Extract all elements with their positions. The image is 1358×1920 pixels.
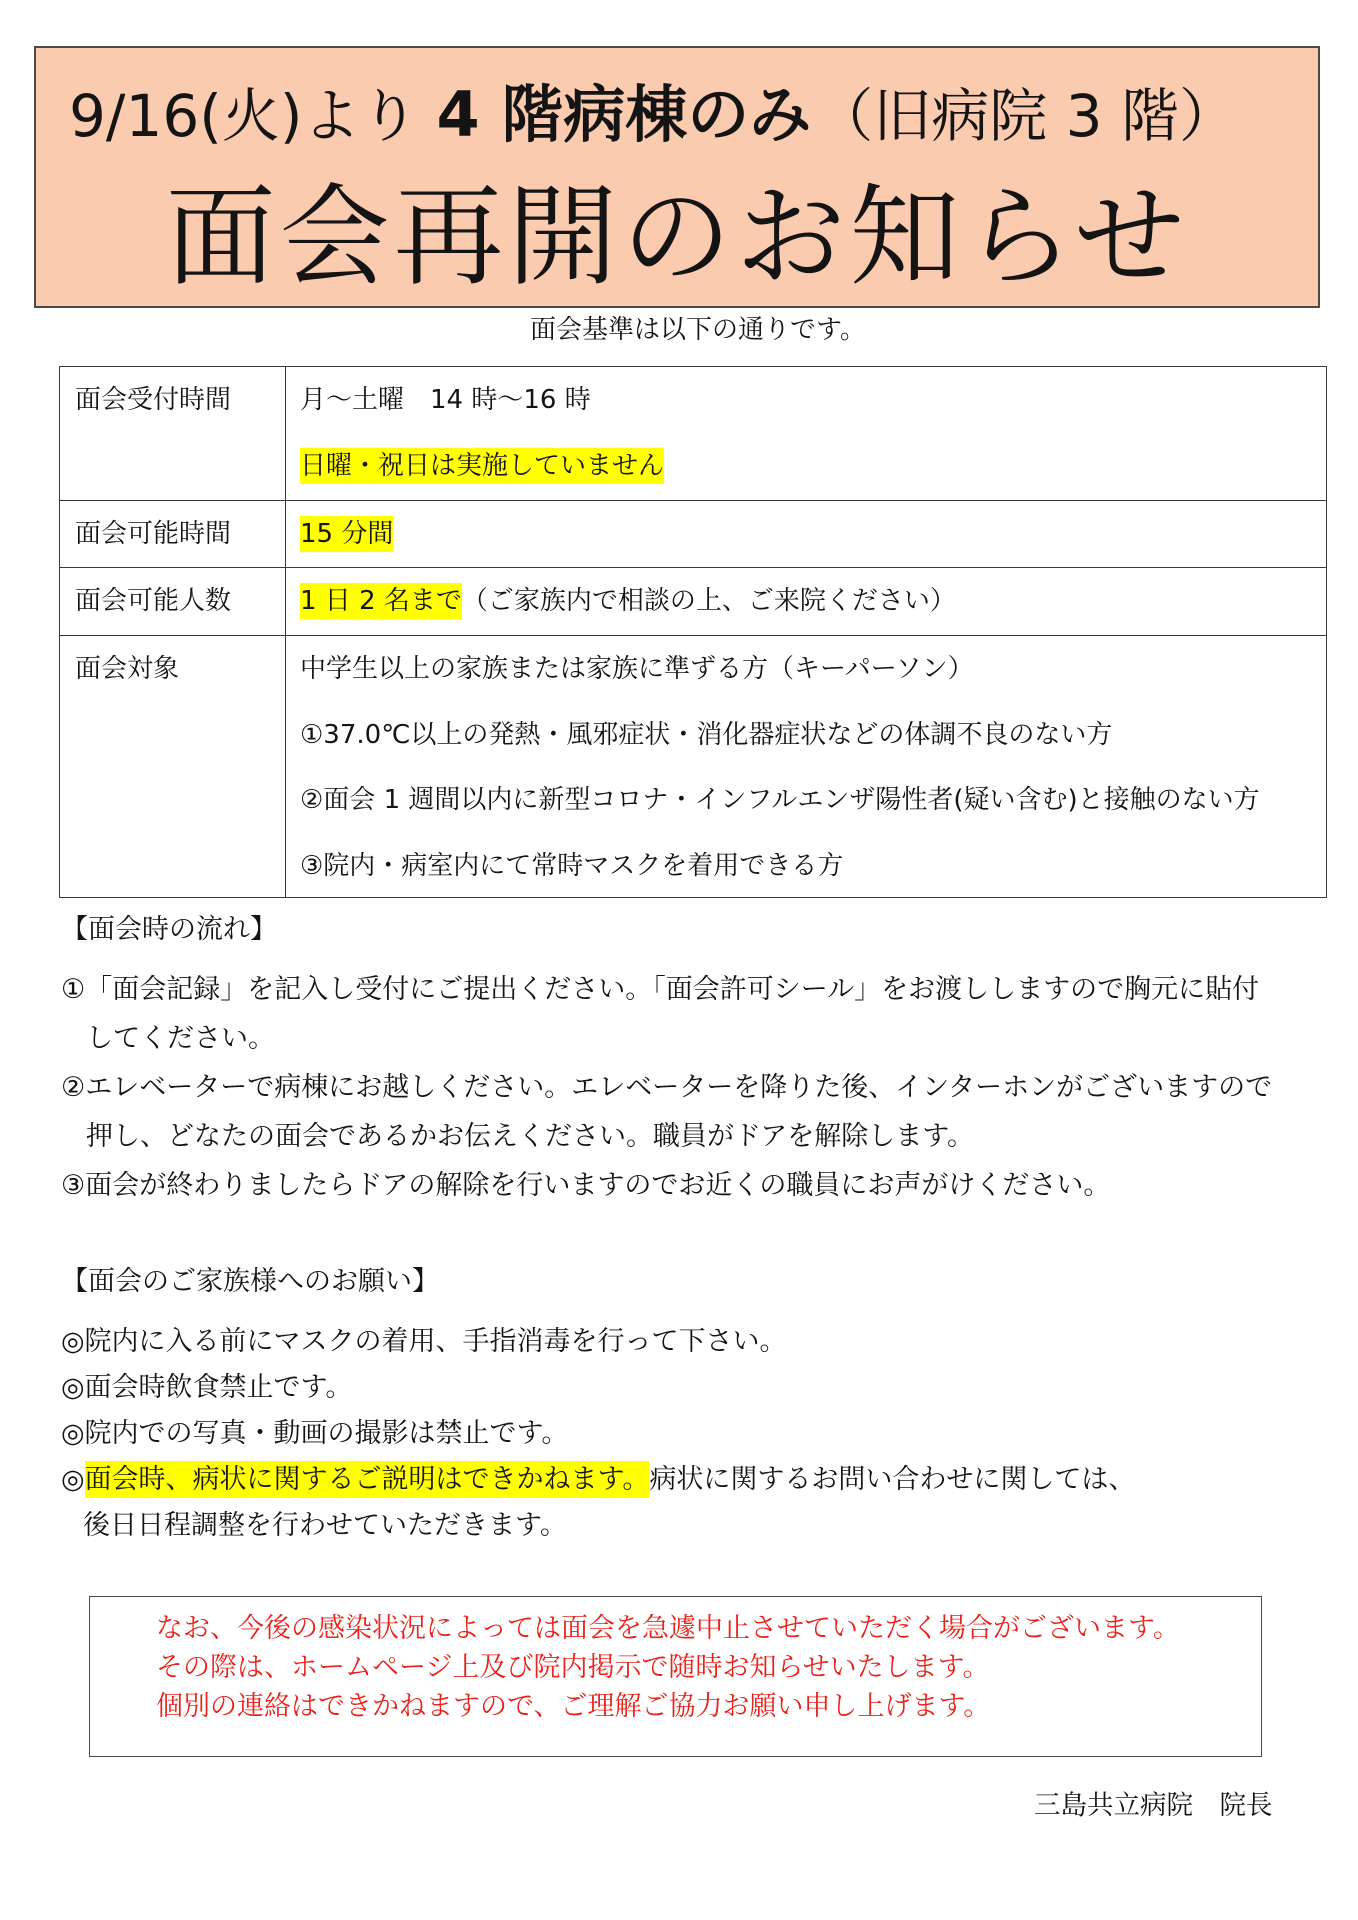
table-row-reception	[60, 367, 1326, 500]
table-value-cell	[286, 636, 1326, 897]
list-item-continuation: 後日日程調整を行わせていただきます。	[83, 1510, 567, 1541]
flow-step-line: ②エレベーターで病棟にお越しください。エレベーターを降りた後、インターホンがございますので	[61, 1072, 1273, 1103]
eligible-condition: ③院内・病室内にて常時マスクを着用できる方	[300, 850, 844, 881]
list-item	[61, 1457, 1135, 1503]
table-label-cell	[60, 367, 286, 500]
notice-box	[89, 1596, 1262, 1757]
visitors-label: 面会可能人数	[75, 586, 232, 616]
reception-label: 面会受付時間	[75, 385, 232, 415]
notice-line: 個別の連絡はできかねますので、ご理解ご協力お願い申し上げます。	[156, 1691, 991, 1722]
reopen-date-line	[69, 79, 1237, 151]
table-value-cell	[286, 501, 1326, 567]
reception-closed-highlight: 日曜・祝日は実施していません	[300, 448, 664, 484]
list-item: ◎院内での写真・動画の撮影は禁止です。	[61, 1418, 569, 1449]
notice-line: その際は、ホームページ上及び院内掲示で随時お知らせいたします。	[156, 1652, 990, 1683]
table-label-cell	[60, 501, 286, 567]
visit-flow-section	[61, 905, 1272, 1210]
list-bullet: ◎	[61, 1464, 85, 1495]
eligible-line: 中学生以上の家族または家族に準ずる方（キーパーソン）	[300, 654, 974, 684]
list-item: ◎面会時飲食禁止です。	[61, 1372, 353, 1403]
eligible-label: 面会対象	[75, 654, 180, 684]
family-requests-section	[61, 1259, 1135, 1549]
visit-criteria-table	[59, 366, 1327, 898]
ward-scope: 4 階病棟のみ	[436, 78, 812, 151]
intro-text: 面会基準は以下の通りです。	[530, 315, 866, 345]
table-row-duration	[60, 500, 1326, 567]
page-title: 面会再開のお知らせ	[165, 173, 1189, 301]
eligible-condition: ①37.0℃以上の発熱・風邪症状・消化器症状などの体調不良のない方	[300, 719, 1113, 750]
requests-heading: 【面会のご家族様へのお願い】	[61, 1266, 439, 1297]
inquiry-text: 病状に関するお問い合わせに関しては、	[649, 1464, 1136, 1495]
table-row-eligible	[60, 635, 1326, 897]
visitors-note: （ご家族内で相談の上、ご来院ください）	[461, 586, 956, 616]
reception-hours: 月～土曜 14 時～16 時	[300, 385, 591, 415]
visitors-value-highlight: 1 日 2 名まで	[300, 583, 462, 619]
ward-note: （旧病院 3 階）	[815, 82, 1238, 150]
duration-label: 面会可能時間	[75, 519, 232, 549]
flow-step-continuation: 押し、どなたの面会であるかお伝えください。職員がドアを解除します。	[86, 1121, 975, 1152]
table-label-cell	[60, 636, 286, 897]
flow-heading: 【面会時の流れ】	[61, 914, 277, 945]
table-value-cell	[286, 367, 1326, 500]
visitors-line	[300, 569, 1326, 635]
flow-step-line: ①「面会記録」を記入し受付にご提出ください。「面会許可シール」をお渡ししますので胸元に貼付	[61, 974, 1260, 1005]
flow-step-line: ③面会が終わりましたらドアの解除を行いますのでお近くの職員にお声がけください。	[61, 1170, 1111, 1201]
title-banner	[34, 46, 1320, 308]
duration-value-highlight: 15 分間	[300, 516, 393, 552]
duration-line	[300, 502, 1326, 568]
table-label-cell	[60, 568, 286, 635]
eligible-condition: ②面会 1 週間以内に新型コロナ・インフルエンザ陽性者(疑い含む)と接触のない方	[300, 785, 1260, 815]
reopen-date: 9/16(火)より	[69, 82, 419, 150]
reception-closed-line	[300, 434, 1326, 500]
requests-list	[61, 1319, 1135, 1549]
table-row-visitors	[60, 567, 1326, 635]
flow-step-continuation: してください。	[86, 1023, 275, 1054]
flow-steps	[61, 965, 1272, 1210]
list-item: ◎院内に入る前にマスクの着用、手指消毒を行って下さい。	[61, 1326, 787, 1357]
explanation-highlight: 面会時、病状に関するご説明はできかねます。	[85, 1461, 650, 1498]
table-value-cell	[286, 568, 1326, 635]
notice-line: なお、今後の感染状況によっては面会を急遽中止させていただく場合がございます。	[156, 1613, 1180, 1644]
signature: 三島共立病院 院長	[1034, 1790, 1273, 1821]
